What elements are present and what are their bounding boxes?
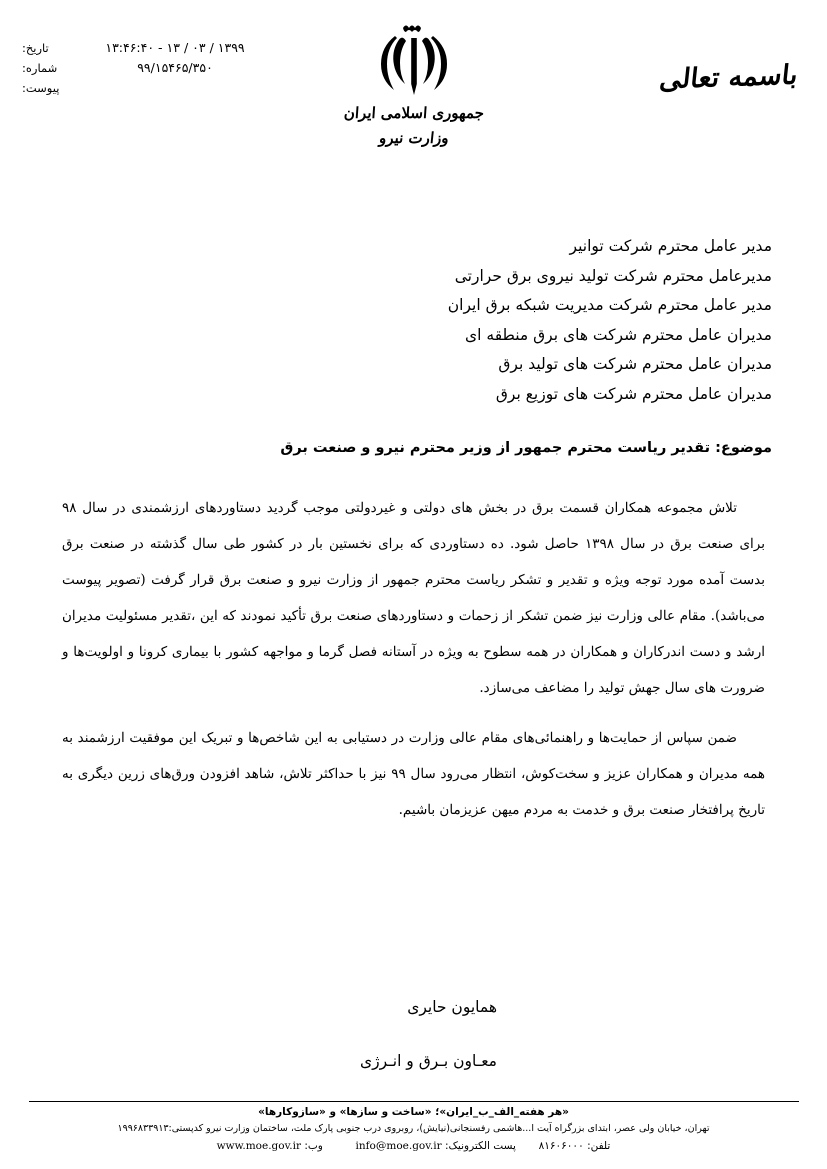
phone-value: ۸۱۶۰۶۰۰۰ (538, 1140, 584, 1152)
meta-row-attachment (22, 78, 282, 98)
addressee-line: مدیرعامل محترم شرکت تولید نیروی برق حرارتی (454, 266, 772, 285)
email-value[interactable]: info@moe.gov.ir (355, 1140, 442, 1152)
letter-footer (0, 1101, 827, 1155)
addressee-list (252, 232, 772, 409)
number-label: شماره: (22, 61, 58, 75)
phone-label: تلفن: (587, 1140, 611, 1152)
footer-address: تهران، خیابان ولی عصر، ابتدای بزرگراه آیت ا...هاشمی رفسنجانی(نیایش)، روبروی درب جنوبی پارک ملت، ساختمان وزارت نیرو کدپستی:۱۹۹۶۸۳۳۹۱۳ (117, 1123, 710, 1134)
addressee-line: مدیر عامل محترم شرکت توانیر (569, 237, 772, 255)
attachment-label: پیوست: (22, 81, 60, 95)
footer-divider (29, 1101, 799, 1102)
emblem-ministry-name: وزارت نیرو (377, 129, 450, 147)
date-value: ۱۳۹۹ / ۰۳ / ۱۳ - ۱۳:۴۶:۴۰ (105, 40, 245, 55)
footer-slogan: «هر هفته_الف_ب_ایران»؛ «ساخت و سازها» و «سازوکارها» (258, 1106, 569, 1118)
iran-national-emblem-icon (373, 22, 455, 100)
body-paragraph-1: تلاش مجموعه همکاران قسمت برق در بخش های دولتی و غیردولتی موجب گردید دستاوردهای ارزشمندی در سال ۹۸ برای صنعت برق در سال ۱۳۹۸ حاصل شود. ده دستاوردی که برای نخستین بار در کشور طی سال گذشته در صنعت برق بدست آمده مورد توجه ویژه و تقدیر و تشکر ریاست محترم جمهور از وزارت نیرو و صنعت برق قرار گرفت (تصویر پیوست می‌باشد). مقام عالی وزارت نیز ضمن تشکر از زحمات و دستاوردهای صنعت برق تأکید نمودند که این ،تقدیر مسئولیت مدیران ارشد و دست اندرکاران و همکاران در همه سطوح به ویژه در آستانه فصل گرما و مواجهه کشور با بیماری کرونا و اولویت‌ها و ضرورت های سال جهش تولید را مضاعف می‌سازد. (62, 500, 765, 696)
addressee-line: مدیران عامل محترم شرکت های تولید برق (498, 355, 772, 373)
emblem-block (304, 22, 524, 147)
signer-title: معـاون بـرق و انـرژی (360, 1052, 497, 1070)
email-label: پست الکترونیک: (444, 1140, 516, 1152)
letter-body (62, 490, 765, 836)
addressee-line: مدیران عامل محترم شرکت های توزیع برق (495, 384, 772, 403)
web-label: وب: (304, 1140, 323, 1152)
date-label: تاریخ: (22, 41, 49, 55)
footer-contact-row (0, 1138, 827, 1155)
letter-header (0, 0, 827, 185)
meta-row-date (22, 38, 282, 58)
basmala-text: باسمه تعالی (657, 59, 799, 96)
meta-row-number (22, 58, 282, 78)
emblem-country-name: جمهوری اسلامی ایران (342, 104, 485, 122)
subject-line: موضوع: تقدیر ریاست محترم جمهور از وزیر محترم نیرو و صنعت برق (280, 440, 772, 456)
body-paragraph-2: ضمن سپاس از حمایت‌ها و راهنمائی‌های مقام عالی وزارت در دستیابی به این شاخص‌ها و تبریک این موفقیت ارزشمند به همه مدیران و همکاران عزیز و سخت‌کوش، انتظار می‌رود سال ۹۹ نیز با حداکثر تلاش، شاهد افزودن ورق‌های زرین دیگری به تاریخ پرافتخار صنعت برق و خدمت به مردم میهن عزیزمان باشیم. (62, 730, 765, 818)
addressee-line: مدیران عامل محترم شرکت های برق منطقه ای (465, 325, 772, 344)
addressee-line: مدیر عامل محترم شرکت مدیریت شبکه برق ایران (447, 296, 772, 314)
signature-block (360, 995, 497, 1073)
web-value[interactable]: www.moe.gov.ir (216, 1140, 301, 1152)
header-meta-block (22, 38, 282, 98)
signer-name: همایون حایری (407, 998, 497, 1016)
number-value: ۹۹/۱۵۴۶۵/۳۵۰ (137, 60, 213, 75)
